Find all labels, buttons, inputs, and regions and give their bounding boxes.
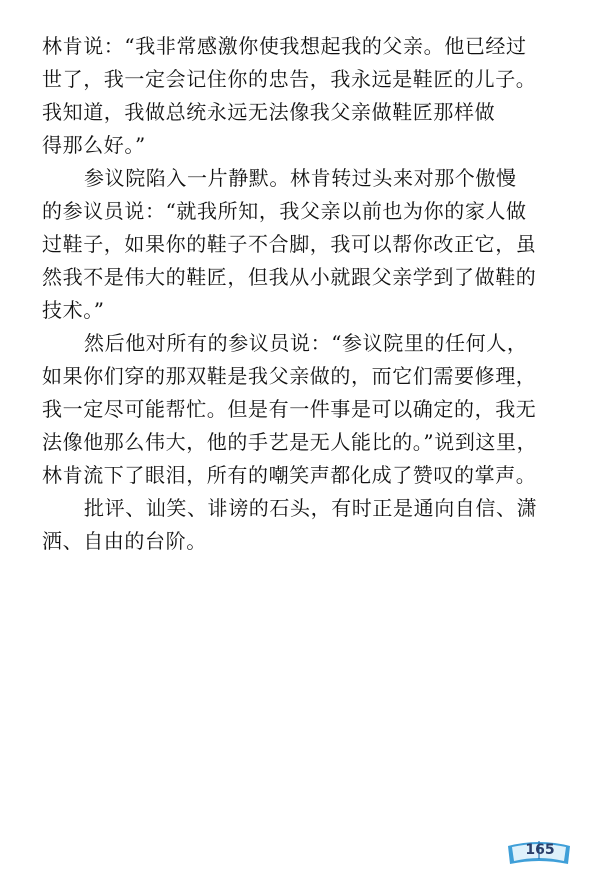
text-line: 法像他那么伟大，他的手艺是无人能比的。”说到这里， (42, 430, 538, 454)
body-text (42, 30, 562, 558)
text-line: 林肯说：“我非常感激你使我想起我的父亲。他已经过 (42, 34, 527, 58)
text-line: 我一定尽可能帮忙。但是有一件事是可以确定的，我无 (42, 397, 537, 421)
text-line: 过鞋子，如果你的鞋子不合脚，我可以帮你改正它，虽 (42, 232, 537, 256)
page-number: 165 (525, 842, 555, 858)
page-number-badge (506, 836, 572, 866)
text-line: 然我不是伟大的鞋匠，但我从小就跟父亲学到了做鞋的 (42, 265, 537, 289)
text-line: 洒、自由的台阶。 (42, 529, 207, 553)
text-line: 技术。” (42, 298, 105, 322)
text-line: 世了，我一定会记住你的忠告，我永远是鞋匠的儿子。 (42, 67, 537, 91)
paragraph-start-line: 批评、讪笑、诽谤的石头，有时正是通向自信、潇 (84, 496, 538, 520)
text-line: 如果你们穿的那双鞋是我父亲做的，而它们需要修理， (42, 364, 537, 388)
text-line: 得那么好。” (42, 133, 146, 157)
text-line: 的参议员说：“就我所知，我父亲以前也为你的家人做 (42, 199, 527, 223)
text-line: 我知道，我做总统永远无法像我父亲做鞋匠那样做 (42, 100, 496, 124)
paragraph-start-line: 参议院陷入一片静默。林肯转过头来对那个傲慢 (84, 166, 517, 190)
text-line: 林肯流下了眼泪，所有的嘲笑声都化成了赞叹的掌声。 (42, 463, 537, 487)
paragraph-start-line: 然后他对所有的参议员说：“参议院里的任何人， (84, 331, 528, 355)
